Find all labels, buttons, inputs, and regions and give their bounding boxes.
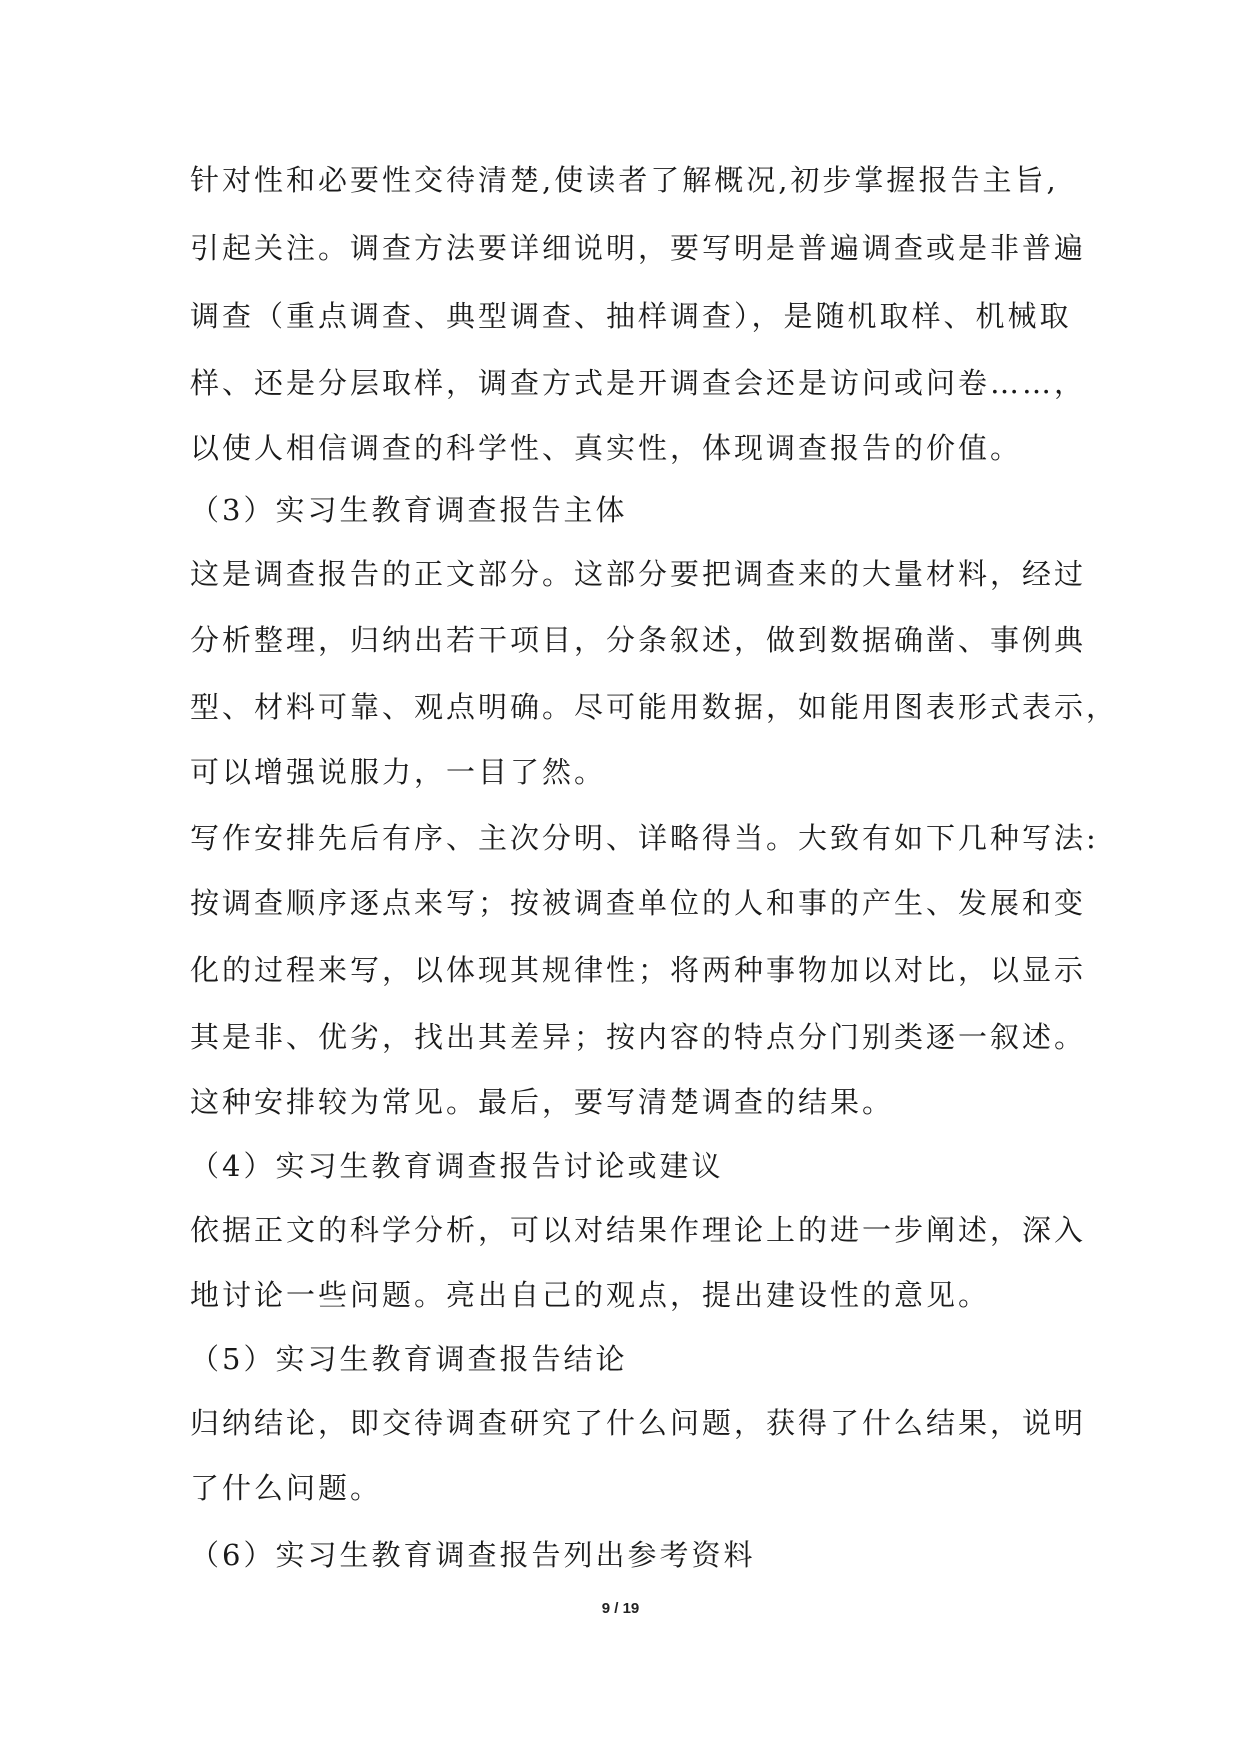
text-line: 依据正文的科学分析，可以对结果作理论上的进一步阐述，深入 (190, 1213, 1087, 1247)
text-line: 这是调查报告的正文部分。这部分要把调查来的大量材料，经过 (190, 557, 1087, 591)
section-heading: （4）实习生教育调查报告讨论或建议 (190, 1149, 724, 1183)
section-heading: （3）实习生教育调查报告主体 (190, 493, 628, 527)
text-line: 调查（重点调查、典型调查、抽样调查），是随机取样、机械取 (190, 299, 1072, 333)
text-line: 分析整理，归纳出若干项目，分条叙述，做到数据确凿、事例典 (190, 623, 1087, 657)
text-line: 其是非、优劣，找出其差异；按内容的特点分门别类逐一叙述。 (190, 1020, 1087, 1054)
text-line: 这种安排较为常见。最后，要写清楚调查的结果。 (190, 1085, 895, 1119)
text-line: 型、材料可靠、观点明确。尽可能用数据，如能用图表形式表示， (190, 690, 1119, 724)
section-heading: （5）实习生教育调查报告结论 (190, 1342, 628, 1376)
page-number: 9 / 19 (601, 1600, 640, 1617)
text-line: 可以增强说服力，一目了然。 (190, 755, 607, 789)
text-line: 以使人相信调查的科学性、真实性，体现调查报告的价值。 (190, 431, 1023, 465)
text-line: 了什么问题。 (190, 1471, 383, 1505)
text-line: 针对性和必要性交待清楚,使读者了解概况,初步掌握报告主旨, (190, 163, 1059, 197)
section-heading: （6）实习生教育调查报告列出参考资料 (190, 1538, 756, 1572)
text-line: 样、还是分层取样，调查方式是开调查会还是访问或问卷……， (190, 366, 1087, 400)
text-line: 写作安排先后有序、主次分明、详略得当。大致有如下几种写法: (190, 821, 1099, 855)
text-line: 地讨论一些问题。亮出自己的观点，提出建设性的意见。 (190, 1278, 991, 1312)
text-line: 化的过程来写，以体现其规律性；将两种事物加以对比，以显示 (190, 953, 1087, 987)
text-line: 引起关注。调查方法要详细说明，要写明是普遍调查或是非普遍 (190, 231, 1087, 265)
text-line: 按调查顺序逐点来写；按被调查单位的人和事的产生、发展和变 (190, 886, 1087, 920)
text-line: 归纳结论，即交待调查研究了什么问题，获得了什么结果，说明 (190, 1406, 1087, 1440)
